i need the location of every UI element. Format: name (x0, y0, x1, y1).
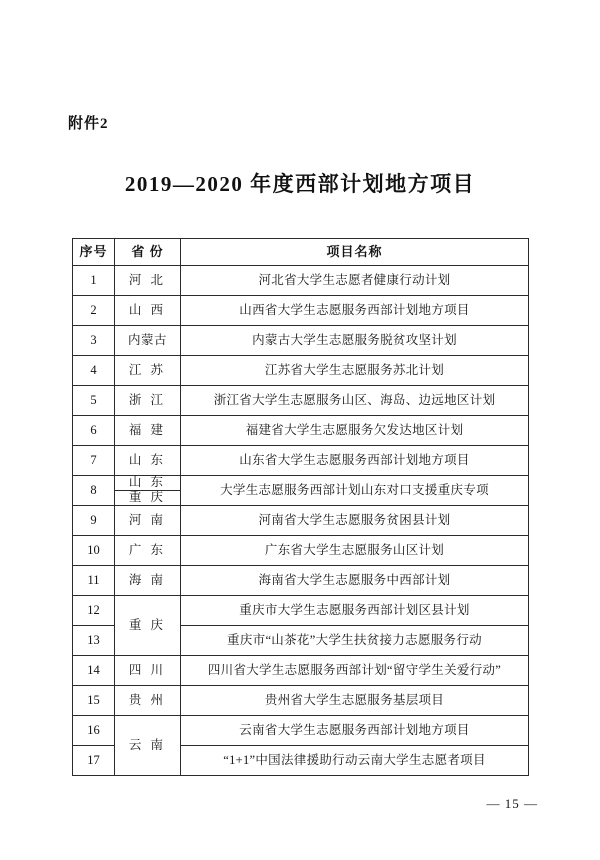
cell-project-name: 大学生志愿服务西部计划山东对口支援重庆专项 (181, 476, 529, 506)
cell-province: 福 建 (115, 416, 181, 446)
cell-no: 14 (73, 656, 115, 686)
cell-province-top: 山 东 (115, 476, 181, 491)
project-table-wrapper (72, 238, 528, 776)
cell-no: 3 (73, 326, 115, 356)
header-no: 序号 (73, 239, 115, 266)
cell-no: 7 (73, 446, 115, 476)
page-number: — 15 — (486, 796, 538, 811)
cell-province: 浙 江 (115, 386, 181, 416)
table-row (73, 326, 529, 356)
cell-project-name: 河北省大学生志愿者健康行动计划 (181, 266, 529, 296)
cell-province: 内蒙古 (115, 326, 181, 356)
page-title: 2019—2020 年度西部计划地方项目 (124, 172, 476, 196)
cell-project-name: 四川省大学生志愿服务西部计划“留守学生关爱行动” (181, 656, 529, 686)
cell-province: 广 东 (115, 536, 181, 566)
cell-province: 河 南 (115, 506, 181, 536)
cell-project-name: 贵州省大学生志愿服务基层项目 (181, 686, 529, 716)
table-row (73, 566, 529, 596)
cell-project-name: 海南省大学生志愿服务中西部计划 (181, 566, 529, 596)
table-row (73, 536, 529, 566)
cell-project-name: 广东省大学生志愿服务山区计划 (181, 536, 529, 566)
cell-no: 11 (73, 566, 115, 596)
cell-no: 13 (73, 626, 115, 656)
cell-no: 16 (73, 716, 115, 746)
project-table (72, 238, 529, 776)
cell-province: 云 南 (115, 716, 181, 776)
table-header-row (73, 239, 529, 266)
cell-no: 6 (73, 416, 115, 446)
cell-province: 贵 州 (115, 686, 181, 716)
cell-province: 河 北 (115, 266, 181, 296)
table-row (73, 296, 529, 326)
cell-province: 山 东 (115, 446, 181, 476)
table-row (73, 386, 529, 416)
table-row (73, 686, 529, 716)
cell-no: 2 (73, 296, 115, 326)
cell-no: 9 (73, 506, 115, 536)
cell-no: 10 (73, 536, 115, 566)
cell-no: 1 (73, 266, 115, 296)
cell-project-name: 江苏省大学生志愿服务苏北计划 (181, 356, 529, 386)
cell-province: 四 川 (115, 656, 181, 686)
table-row (73, 716, 529, 746)
cell-project-name: 山西省大学生志愿服务西部计划地方项目 (181, 296, 529, 326)
cell-no: 15 (73, 686, 115, 716)
header-project-name: 项目名称 (181, 239, 529, 266)
cell-no: 12 (73, 596, 115, 626)
cell-no: 5 (73, 386, 115, 416)
table-row (73, 596, 529, 626)
attachment-label: 附件2 (68, 116, 109, 132)
cell-no: 17 (73, 746, 115, 776)
cell-project-name: 福建省大学生志愿服务欠发达地区计划 (181, 416, 529, 446)
cell-no: 8 (73, 476, 115, 506)
cell-project-name: 浙江省大学生志愿服务山区、海岛、边远地区计划 (181, 386, 529, 416)
header-province: 省 份 (115, 239, 181, 266)
table-row (73, 356, 529, 386)
cell-project-name: 内蒙古大学生志愿服务脱贫攻坚计划 (181, 326, 529, 356)
cell-province: 江 苏 (115, 356, 181, 386)
cell-project-name: 重庆市大学生志愿服务西部计划区县计划 (181, 596, 529, 626)
table-row (73, 506, 529, 536)
cell-project-name: 重庆市“山茶花”大学生扶贫接力志愿服务行动 (181, 626, 529, 656)
cell-project-name: 云南省大学生志愿服务西部计划地方项目 (181, 716, 529, 746)
table-row (73, 476, 529, 491)
cell-province: 重 庆 (115, 596, 181, 656)
table-row (73, 656, 529, 686)
cell-project-name: 河南省大学生志愿服务贫困县计划 (181, 506, 529, 536)
cell-project-name: “1+1”中国法律援助行动云南大学生志愿者项目 (181, 746, 529, 776)
table-row (73, 446, 529, 476)
cell-province-bottom: 重 庆 (115, 491, 181, 506)
table-row (73, 416, 529, 446)
cell-province: 海 南 (115, 566, 181, 596)
table-row (73, 266, 529, 296)
cell-province: 山 西 (115, 296, 181, 326)
cell-project-name: 山东省大学生志愿服务西部计划地方项目 (181, 446, 529, 476)
cell-no: 4 (73, 356, 115, 386)
